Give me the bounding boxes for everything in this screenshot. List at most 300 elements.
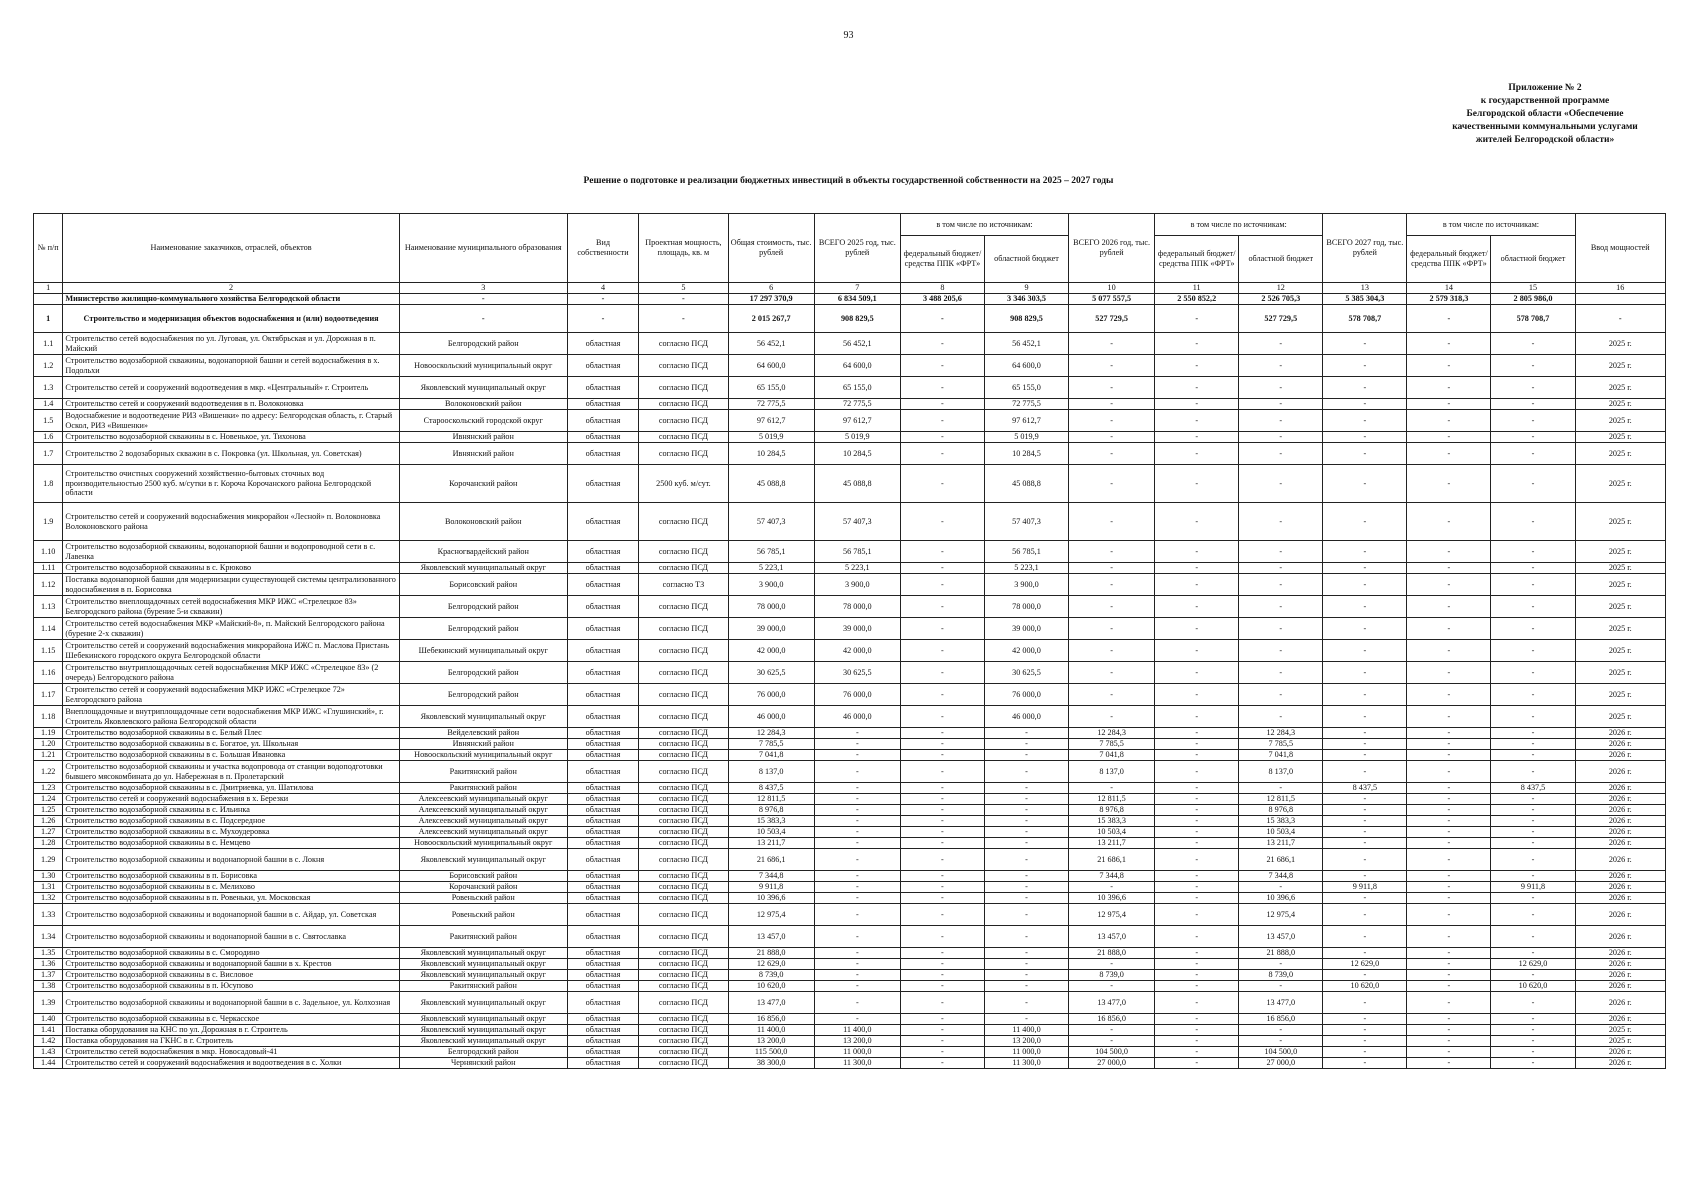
federal-2025-cell: - xyxy=(900,574,984,596)
table-cell: 2 526 705,3 xyxy=(1239,294,1323,305)
municipality-cell: Борисовский район xyxy=(399,574,567,596)
total-2026-cell: - xyxy=(1069,355,1155,377)
federal-2025-cell: - xyxy=(900,1036,984,1047)
municipality-cell: Новооскольский муниципальный округ xyxy=(399,838,567,849)
capacity-cell: согласно ПСД xyxy=(639,503,728,541)
federal-2026-cell: - xyxy=(1155,333,1239,355)
total-cost-cell: 38 300,0 xyxy=(728,1058,814,1069)
header-sources-2027: в том числе по источникам: xyxy=(1407,214,1575,236)
object-name-cell: Строительство водозаборной скважины, водонапорной башни и водопроводной сети в с. Лавенка xyxy=(63,541,399,563)
header-federal-2025: федеральный бюджет/ средства ППК «ФРТ» xyxy=(900,236,984,283)
table-row xyxy=(34,838,1666,849)
object-name-cell: Строительство сетей и сооружений водоснабжения микрорайона ИЖС п. Маслова Пристань Шебекинского городского округа Белгородской области xyxy=(63,640,399,662)
federal-2026-cell: - xyxy=(1155,503,1239,541)
item-number-cell: 1.24 xyxy=(34,794,63,805)
item-number-cell: 1.31 xyxy=(34,882,63,893)
federal-2025-cell: - xyxy=(900,882,984,893)
capacity-cell: согласно ПСД xyxy=(639,849,728,871)
regional-2026-cell: - xyxy=(1239,706,1323,728)
table-row xyxy=(34,816,1666,827)
column-number: 15 xyxy=(1491,283,1575,294)
regional-2025-cell: - xyxy=(984,794,1068,805)
municipality-cell: Ивнянский район xyxy=(399,739,567,750)
federal-2025-cell: - xyxy=(900,541,984,563)
column-number: 9 xyxy=(984,283,1068,294)
table-row xyxy=(34,465,1666,503)
regional-2025-cell: 56 452,1 xyxy=(984,333,1068,355)
item-number-cell: 1.32 xyxy=(34,893,63,904)
object-name-cell: Строительство водозаборной скважины в с. Богатое, ул. Школьная xyxy=(63,739,399,750)
commissioning-year-cell: 2026 г. xyxy=(1575,904,1665,926)
total-cost-cell: 10 503,4 xyxy=(728,827,814,838)
commissioning-year-cell: 2025 г. xyxy=(1575,333,1665,355)
section-row xyxy=(34,305,1666,333)
regional-2027-cell: - xyxy=(1491,970,1575,981)
regional-2027-cell: - xyxy=(1491,1058,1575,1069)
federal-2025-cell: - xyxy=(900,816,984,827)
total-2025-cell: 10 284,5 xyxy=(814,443,900,465)
commissioning-year-cell: 2026 г. xyxy=(1575,750,1665,761)
ownership-cell: областная xyxy=(567,816,638,827)
municipality-cell: Белгородский район xyxy=(399,662,567,684)
header-sources-2026: в том числе по источникам: xyxy=(1155,214,1323,236)
total-2025-cell: 64 600,0 xyxy=(814,355,900,377)
ownership-cell: областная xyxy=(567,541,638,563)
federal-2027-cell: - xyxy=(1407,640,1491,662)
total-2027-cell: - xyxy=(1323,838,1407,849)
capacity-cell: согласно ПСД xyxy=(639,640,728,662)
table-cell: 17 297 370,9 xyxy=(728,294,814,305)
regional-2025-cell: 56 785,1 xyxy=(984,541,1068,563)
total-2027-cell: - xyxy=(1323,1014,1407,1025)
regional-2025-cell: 57 407,3 xyxy=(984,503,1068,541)
object-name-cell: Строительство водозаборной скважины в с. Подсередное xyxy=(63,816,399,827)
total-cost-cell: 7 785,5 xyxy=(728,739,814,750)
federal-2026-cell: - xyxy=(1155,465,1239,503)
object-name-cell: Строительство водозаборной скважины в с. Новенькое, ул. Тихонова xyxy=(63,432,399,443)
regional-2027-cell: 9 911,8 xyxy=(1491,882,1575,893)
municipality-cell: Алексеевский муниципальный округ xyxy=(399,794,567,805)
ownership-cell: областная xyxy=(567,948,638,959)
municipality-cell: Яковлевский муниципальный округ xyxy=(399,706,567,728)
regional-2025-cell: 3 900,0 xyxy=(984,574,1068,596)
total-2026-cell: - xyxy=(1069,399,1155,410)
total-2026-cell: 7 344,8 xyxy=(1069,871,1155,882)
regional-2027-cell: - xyxy=(1491,750,1575,761)
total-cost-cell: 30 625,5 xyxy=(728,662,814,684)
total-2025-cell: - xyxy=(814,981,900,992)
total-2026-cell: 21 888,0 xyxy=(1069,948,1155,959)
municipality-cell: Белгородский район xyxy=(399,1047,567,1058)
object-name-cell: Строительство водозаборной скважины и водонапорной башни в с. Айдар, ул. Советская xyxy=(63,904,399,926)
total-cost-cell: 7 344,8 xyxy=(728,871,814,882)
regional-2026-cell: - xyxy=(1239,574,1323,596)
object-name-cell: Строительство сетей и сооружений водоснабжения и водоотведения в с. Холки xyxy=(63,1058,399,1069)
object-name-cell: Строительство внутриплощадочных сетей водоснабжения МКР ИЖС «Стрелецкое 83» (2 очередь) Белгородского района xyxy=(63,662,399,684)
total-2025-cell: 46 000,0 xyxy=(814,706,900,728)
regional-2027-cell: - xyxy=(1491,805,1575,816)
federal-2025-cell: - xyxy=(900,948,984,959)
federal-2027-cell: - xyxy=(1407,893,1491,904)
regional-2027-cell: - xyxy=(1491,849,1575,871)
commissioning-year-cell: 2025 г. xyxy=(1575,662,1665,684)
item-number-cell: 1.36 xyxy=(34,959,63,970)
federal-2026-cell: - xyxy=(1155,410,1239,432)
table-row xyxy=(34,1047,1666,1058)
regional-2027-cell: - xyxy=(1491,1047,1575,1058)
ownership-cell: областная xyxy=(567,904,638,926)
regional-2026-cell: - xyxy=(1239,503,1323,541)
ownership-cell: областная xyxy=(567,503,638,541)
regional-2027-cell: - xyxy=(1491,926,1575,948)
item-number-cell: 1.12 xyxy=(34,574,63,596)
regional-2025-cell: - xyxy=(984,926,1068,948)
total-2026-cell: 12 811,5 xyxy=(1069,794,1155,805)
total-2025-cell: - xyxy=(814,992,900,1014)
column-number: 8 xyxy=(900,283,984,294)
total-2025-cell: - xyxy=(814,948,900,959)
commissioning-year-cell: 2025 г. xyxy=(1575,377,1665,399)
ministry-total-row xyxy=(34,294,1666,305)
ownership-cell: областная xyxy=(567,1036,638,1047)
ownership-cell: областная xyxy=(567,970,638,981)
total-2025-cell: - xyxy=(814,750,900,761)
total-cost-cell: 78 000,0 xyxy=(728,596,814,618)
regional-2027-cell: 10 620,0 xyxy=(1491,981,1575,992)
ownership-cell: областная xyxy=(567,882,638,893)
total-cost-cell: 10 396,6 xyxy=(728,893,814,904)
column-number: 16 xyxy=(1575,283,1665,294)
commissioning-year-cell: 2026 г. xyxy=(1575,959,1665,970)
municipality-cell: Ракитянский район xyxy=(399,761,567,783)
regional-2026-cell: 13 211,7 xyxy=(1239,838,1323,849)
ownership-cell: областная xyxy=(567,333,638,355)
table-cell: - xyxy=(639,305,728,333)
regional-2026-cell: 12 811,5 xyxy=(1239,794,1323,805)
regional-2027-cell: - xyxy=(1491,541,1575,563)
total-2025-cell: - xyxy=(814,739,900,750)
municipality-cell: Яковлевский муниципальный округ xyxy=(399,970,567,981)
header-regional-2027: областной бюджет xyxy=(1491,236,1575,283)
total-2026-cell: - xyxy=(1069,596,1155,618)
item-number-cell: 1.3 xyxy=(34,377,63,399)
commissioning-year-cell: 2026 г. xyxy=(1575,948,1665,959)
ownership-cell: областная xyxy=(567,1014,638,1025)
commissioning-year-cell: 2026 г. xyxy=(1575,849,1665,871)
municipality-cell: Алексеевский муниципальный округ xyxy=(399,827,567,838)
regional-2025-cell: 11 400,0 xyxy=(984,1025,1068,1036)
federal-2027-cell: - xyxy=(1407,662,1491,684)
regional-2026-cell: - xyxy=(1239,541,1323,563)
federal-2025-cell: - xyxy=(900,750,984,761)
item-number-cell: 1.30 xyxy=(34,871,63,882)
capacity-cell: согласно ПСД xyxy=(639,432,728,443)
federal-2027-cell: - xyxy=(1407,1014,1491,1025)
item-number-cell: 1.19 xyxy=(34,728,63,739)
capacity-cell: согласно ПСД xyxy=(639,981,728,992)
table-row xyxy=(34,959,1666,970)
column-number: 7 xyxy=(814,283,900,294)
regional-2026-cell: 8 137,0 xyxy=(1239,761,1323,783)
municipality-cell: Яковлевский муниципальный округ xyxy=(399,1036,567,1047)
total-cost-cell: 45 088,8 xyxy=(728,465,814,503)
total-cost-cell: 12 284,3 xyxy=(728,728,814,739)
municipality-cell: Ровеньский район xyxy=(399,893,567,904)
regional-2027-cell: - xyxy=(1491,794,1575,805)
total-cost-cell: 21 686,1 xyxy=(728,849,814,871)
table-row xyxy=(34,728,1666,739)
federal-2026-cell: - xyxy=(1155,596,1239,618)
column-numbers-row xyxy=(34,283,1666,294)
total-cost-cell: 13 477,0 xyxy=(728,992,814,1014)
ownership-cell: областная xyxy=(567,1025,638,1036)
item-number-cell: 1.44 xyxy=(34,1058,63,1069)
object-name-cell: Строительство 2 водозаборных скважин в с. Покровка (ул. Школьная, ул. Советская) xyxy=(63,443,399,465)
federal-2025-cell: - xyxy=(900,871,984,882)
item-number-cell: 1.40 xyxy=(34,1014,63,1025)
regional-2026-cell: 13 457,0 xyxy=(1239,926,1323,948)
federal-2026-cell: - xyxy=(1155,871,1239,882)
item-number-cell: 1.18 xyxy=(34,706,63,728)
regional-2026-cell: - xyxy=(1239,662,1323,684)
total-2025-cell: 56 785,1 xyxy=(814,541,900,563)
header-capacity: Проектная мощность, площадь, кв. м xyxy=(639,214,728,283)
regional-2025-cell: - xyxy=(984,882,1068,893)
capacity-cell: согласно ПСД xyxy=(639,871,728,882)
total-2027-cell: - xyxy=(1323,596,1407,618)
total-2027-cell: - xyxy=(1323,684,1407,706)
total-2026-cell: 104 500,0 xyxy=(1069,1047,1155,1058)
regional-2026-cell: - xyxy=(1239,596,1323,618)
municipality-cell: Волоконовский район xyxy=(399,503,567,541)
table-body xyxy=(34,294,1666,1069)
item-number-cell: 1.33 xyxy=(34,904,63,926)
regional-2027-cell: - xyxy=(1491,432,1575,443)
ownership-cell: областная xyxy=(567,706,638,728)
regional-2025-cell: 46 000,0 xyxy=(984,706,1068,728)
item-number-cell: 1.35 xyxy=(34,948,63,959)
federal-2025-cell: - xyxy=(900,563,984,574)
total-2027-cell: 9 911,8 xyxy=(1323,882,1407,893)
table-row xyxy=(34,640,1666,662)
document-title: Решение о подготовке и реализации бюджетных инвестиций в объекты государственной собственности на 2025 – 2027 годы xyxy=(583,176,1114,186)
table-row xyxy=(34,399,1666,410)
total-cost-cell: 5 223,1 xyxy=(728,563,814,574)
total-2025-cell: 65 155,0 xyxy=(814,377,900,399)
regional-2027-cell: - xyxy=(1491,827,1575,838)
column-number: 5 xyxy=(639,283,728,294)
total-2026-cell: 16 856,0 xyxy=(1069,1014,1155,1025)
federal-2025-cell: - xyxy=(900,640,984,662)
regional-2027-cell: - xyxy=(1491,465,1575,503)
federal-2025-cell: - xyxy=(900,618,984,640)
total-2025-cell: - xyxy=(814,827,900,838)
header-regional-2025: областной бюджет xyxy=(984,236,1068,283)
regional-2027-cell: - xyxy=(1491,574,1575,596)
item-number-cell: 1.5 xyxy=(34,410,63,432)
federal-2025-cell: - xyxy=(900,399,984,410)
object-name-cell: Строительство водозаборной скважины и водонапорной башни в с. Святославка xyxy=(63,926,399,948)
municipality-cell: Красногвардейский район xyxy=(399,541,567,563)
commissioning-year-cell: 2026 г. xyxy=(1575,893,1665,904)
total-2025-cell: - xyxy=(814,783,900,794)
object-name-cell: Строительство водозаборной скважины в с. Черкасское xyxy=(63,1014,399,1025)
ownership-cell: областная xyxy=(567,728,638,739)
federal-2025-cell: - xyxy=(900,377,984,399)
regional-2027-cell: - xyxy=(1491,410,1575,432)
total-cost-cell: 76 000,0 xyxy=(728,684,814,706)
total-2027-cell: - xyxy=(1323,563,1407,574)
table-row xyxy=(34,981,1666,992)
total-2026-cell: - xyxy=(1069,1025,1155,1036)
column-number: 14 xyxy=(1407,283,1491,294)
table-row xyxy=(34,761,1666,783)
total-2026-cell: 7 041,8 xyxy=(1069,750,1155,761)
ownership-cell: областная xyxy=(567,739,638,750)
total-2026-cell: - xyxy=(1069,684,1155,706)
regional-2025-cell: - xyxy=(984,838,1068,849)
commissioning-year-cell: 2026 г. xyxy=(1575,992,1665,1014)
regional-2027-cell: - xyxy=(1491,563,1575,574)
regional-2027-cell: - xyxy=(1491,948,1575,959)
federal-2025-cell: - xyxy=(900,596,984,618)
total-2027-cell: - xyxy=(1323,1036,1407,1047)
total-2027-cell: 12 629,0 xyxy=(1323,959,1407,970)
capacity-cell: согласно ПСД xyxy=(639,410,728,432)
municipality-cell: Яковлевский муниципальный округ xyxy=(399,563,567,574)
header-sources-2025: в том числе по источникам: xyxy=(900,214,1068,236)
capacity-cell: согласно ПСД xyxy=(639,761,728,783)
item-number-cell: 1.13 xyxy=(34,596,63,618)
total-2025-cell: 42 000,0 xyxy=(814,640,900,662)
table-cell: - xyxy=(900,305,984,333)
table-cell: 3 488 205,6 xyxy=(900,294,984,305)
federal-2027-cell: - xyxy=(1407,783,1491,794)
federal-2027-cell: - xyxy=(1407,750,1491,761)
appendix-line: к государственной программе xyxy=(1480,96,1610,106)
total-2026-cell: 12 284,3 xyxy=(1069,728,1155,739)
regional-2025-cell: - xyxy=(984,893,1068,904)
commissioning-year-cell: 2025 г. xyxy=(1575,432,1665,443)
table-cell xyxy=(34,294,63,305)
object-name-cell: Строительство внеплощадочных сетей водоснабжения МКР ИЖС «Стрелецкое 83» Белгородского района (бурение 5-и скважин) xyxy=(63,596,399,618)
regional-2027-cell: - xyxy=(1491,739,1575,750)
total-2026-cell: - xyxy=(1069,1036,1155,1047)
total-cost-cell: 42 000,0 xyxy=(728,640,814,662)
capacity-cell: согласно ПСД xyxy=(639,750,728,761)
ownership-cell: областная xyxy=(567,750,638,761)
header-federal-2027: федеральный бюджет/ средства ППК «ФРТ» xyxy=(1407,236,1491,283)
total-2026-cell: - xyxy=(1069,443,1155,465)
total-2025-cell: 45 088,8 xyxy=(814,465,900,503)
item-number-cell: 1.43 xyxy=(34,1047,63,1058)
total-cost-cell: 12 629,0 xyxy=(728,959,814,970)
regional-2026-cell: - xyxy=(1239,399,1323,410)
item-number-cell: 1.21 xyxy=(34,750,63,761)
total-cost-cell: 8 437,5 xyxy=(728,783,814,794)
table-cell: - xyxy=(1155,305,1239,333)
federal-2027-cell: - xyxy=(1407,849,1491,871)
commissioning-year-cell: 2026 г. xyxy=(1575,805,1665,816)
regional-2026-cell: 7 344,8 xyxy=(1239,871,1323,882)
federal-2026-cell: - xyxy=(1155,355,1239,377)
table-cell: 5 077 557,5 xyxy=(1069,294,1155,305)
total-2025-cell: - xyxy=(814,970,900,981)
item-number-cell: 1.28 xyxy=(34,838,63,849)
table-cell: - xyxy=(399,294,567,305)
federal-2027-cell: - xyxy=(1407,443,1491,465)
federal-2027-cell: - xyxy=(1407,838,1491,849)
regional-2027-cell: - xyxy=(1491,1014,1575,1025)
federal-2027-cell: - xyxy=(1407,827,1491,838)
total-2026-cell: 10 503,4 xyxy=(1069,827,1155,838)
section-number: 1 xyxy=(34,305,63,333)
total-cost-cell: 10 620,0 xyxy=(728,981,814,992)
federal-2026-cell: - xyxy=(1155,750,1239,761)
commissioning-year-cell: 2026 г. xyxy=(1575,1058,1665,1069)
regional-2025-cell: 78 000,0 xyxy=(984,596,1068,618)
header-total-2025: ВСЕГО 2025 год, тыс. рублей xyxy=(814,214,900,283)
federal-2026-cell: - xyxy=(1155,728,1239,739)
capacity-cell: согласно ПСД xyxy=(639,893,728,904)
federal-2026-cell: - xyxy=(1155,618,1239,640)
ownership-cell: областная xyxy=(567,1058,638,1069)
table-header xyxy=(34,214,1666,294)
object-name-cell: Поставка водонапорной башни для модернизации существующей системы централизованного водоснабжения в п. Борисовка xyxy=(63,574,399,596)
object-name-cell: Строительство водозаборной скважины в с. Ильинка xyxy=(63,805,399,816)
federal-2025-cell: - xyxy=(900,684,984,706)
total-2027-cell: - xyxy=(1323,443,1407,465)
commissioning-year-cell: 2025 г. xyxy=(1575,541,1665,563)
item-number-cell: 1.14 xyxy=(34,618,63,640)
total-2025-cell: - xyxy=(814,805,900,816)
capacity-cell: согласно ПСД xyxy=(639,904,728,926)
object-name-cell: Строительство сетей водоснабжения по ул. Луговая, ул. Октябрьская и ул. Дорожная в п. Майский xyxy=(63,333,399,355)
commissioning-year-cell: 2026 г. xyxy=(1575,970,1665,981)
commissioning-year-cell: 2026 г. xyxy=(1575,926,1665,948)
federal-2025-cell: - xyxy=(900,959,984,970)
regional-2027-cell: - xyxy=(1491,838,1575,849)
regional-2026-cell: - xyxy=(1239,684,1323,706)
total-2027-cell: - xyxy=(1323,926,1407,948)
capacity-cell: согласно ПСД xyxy=(639,882,728,893)
table-row xyxy=(34,596,1666,618)
ownership-cell: областная xyxy=(567,849,638,871)
regional-2025-cell: - xyxy=(984,761,1068,783)
federal-2025-cell: - xyxy=(900,805,984,816)
total-2025-cell: - xyxy=(814,926,900,948)
federal-2026-cell: - xyxy=(1155,1025,1239,1036)
column-number: 12 xyxy=(1239,283,1323,294)
commissioning-year-cell: 2025 г. xyxy=(1575,596,1665,618)
capacity-cell: 2500 куб. м/сут. xyxy=(639,465,728,503)
total-2026-cell: - xyxy=(1069,662,1155,684)
table-row xyxy=(34,1025,1666,1036)
regional-2027-cell: - xyxy=(1491,992,1575,1014)
table-cell: - xyxy=(639,294,728,305)
header-ownership: Вид собственности xyxy=(567,214,638,283)
commissioning-year-cell: 2026 г. xyxy=(1575,728,1665,739)
total-2025-cell: 13 200,0 xyxy=(814,1036,900,1047)
municipality-cell: Вейделевский район xyxy=(399,728,567,739)
object-name-cell: Строительство водозаборной скважины и водонапорной башни в с. Локня xyxy=(63,849,399,871)
federal-2025-cell: - xyxy=(900,794,984,805)
appendix-line: Белгородской области «Обеспечение xyxy=(1466,109,1624,119)
regional-2025-cell: 5 223,1 xyxy=(984,563,1068,574)
ownership-cell: областная xyxy=(567,981,638,992)
total-2027-cell: - xyxy=(1323,992,1407,1014)
regional-2027-cell: - xyxy=(1491,761,1575,783)
